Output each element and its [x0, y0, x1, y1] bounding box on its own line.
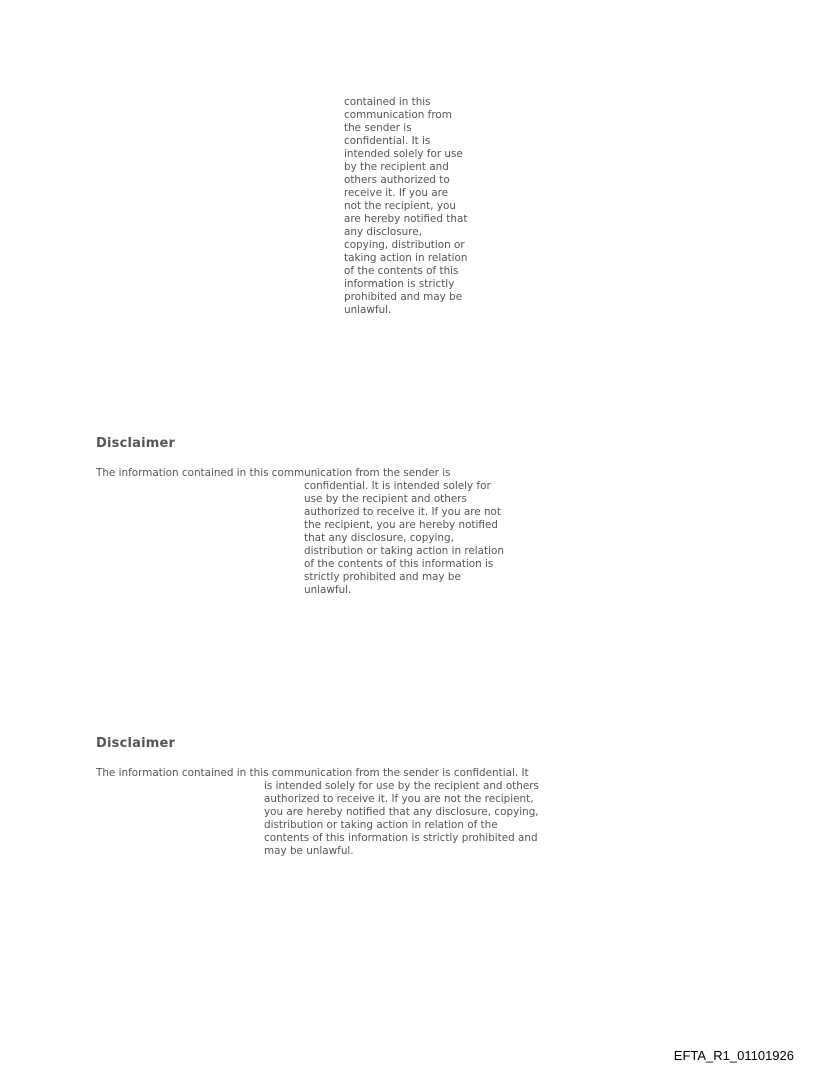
disclaimer-heading: Disclaimer [96, 436, 176, 451]
disclaimer-lead-text: The information contained in this communication from the sender is confidential. It [96, 767, 529, 779]
disclaimer-lead-text: The information contained in this communication from the sender is [96, 467, 451, 479]
disclaimer-heading: Disclaimer [96, 736, 176, 751]
disclaimer-body-text: confidential. It is intended solely for use by the recipient and others authorized to receive it. If you are not the recipient, you are hereby notified that any disclosure, copying, distribution or taking action in relation of the contents of this information is strictly prohibited and may be unlawful. [304, 480, 504, 596]
disclaimer-body-text: is intended solely for use by the recipient and others authorized to receive it. If you are not the recipient, you are hereby notified that any disclosure, copying, distribution or taking action in relation of the contents of this information is strictly prohibited and may be unlawful. [264, 780, 539, 857]
disclaimer-fragment-text: contained in this communication from the sender is confidential. It is intended solely for use by the recipient and others authorized to receive it. If you are not the recipient, you are hereby notified that any disclosure, copying, distribution or taking action in relation of the contents of this information is strictly prohibited and may be unlawful. [344, 96, 468, 316]
document-id-footer: EFTA_R1_01101926 [673, 1048, 794, 1063]
